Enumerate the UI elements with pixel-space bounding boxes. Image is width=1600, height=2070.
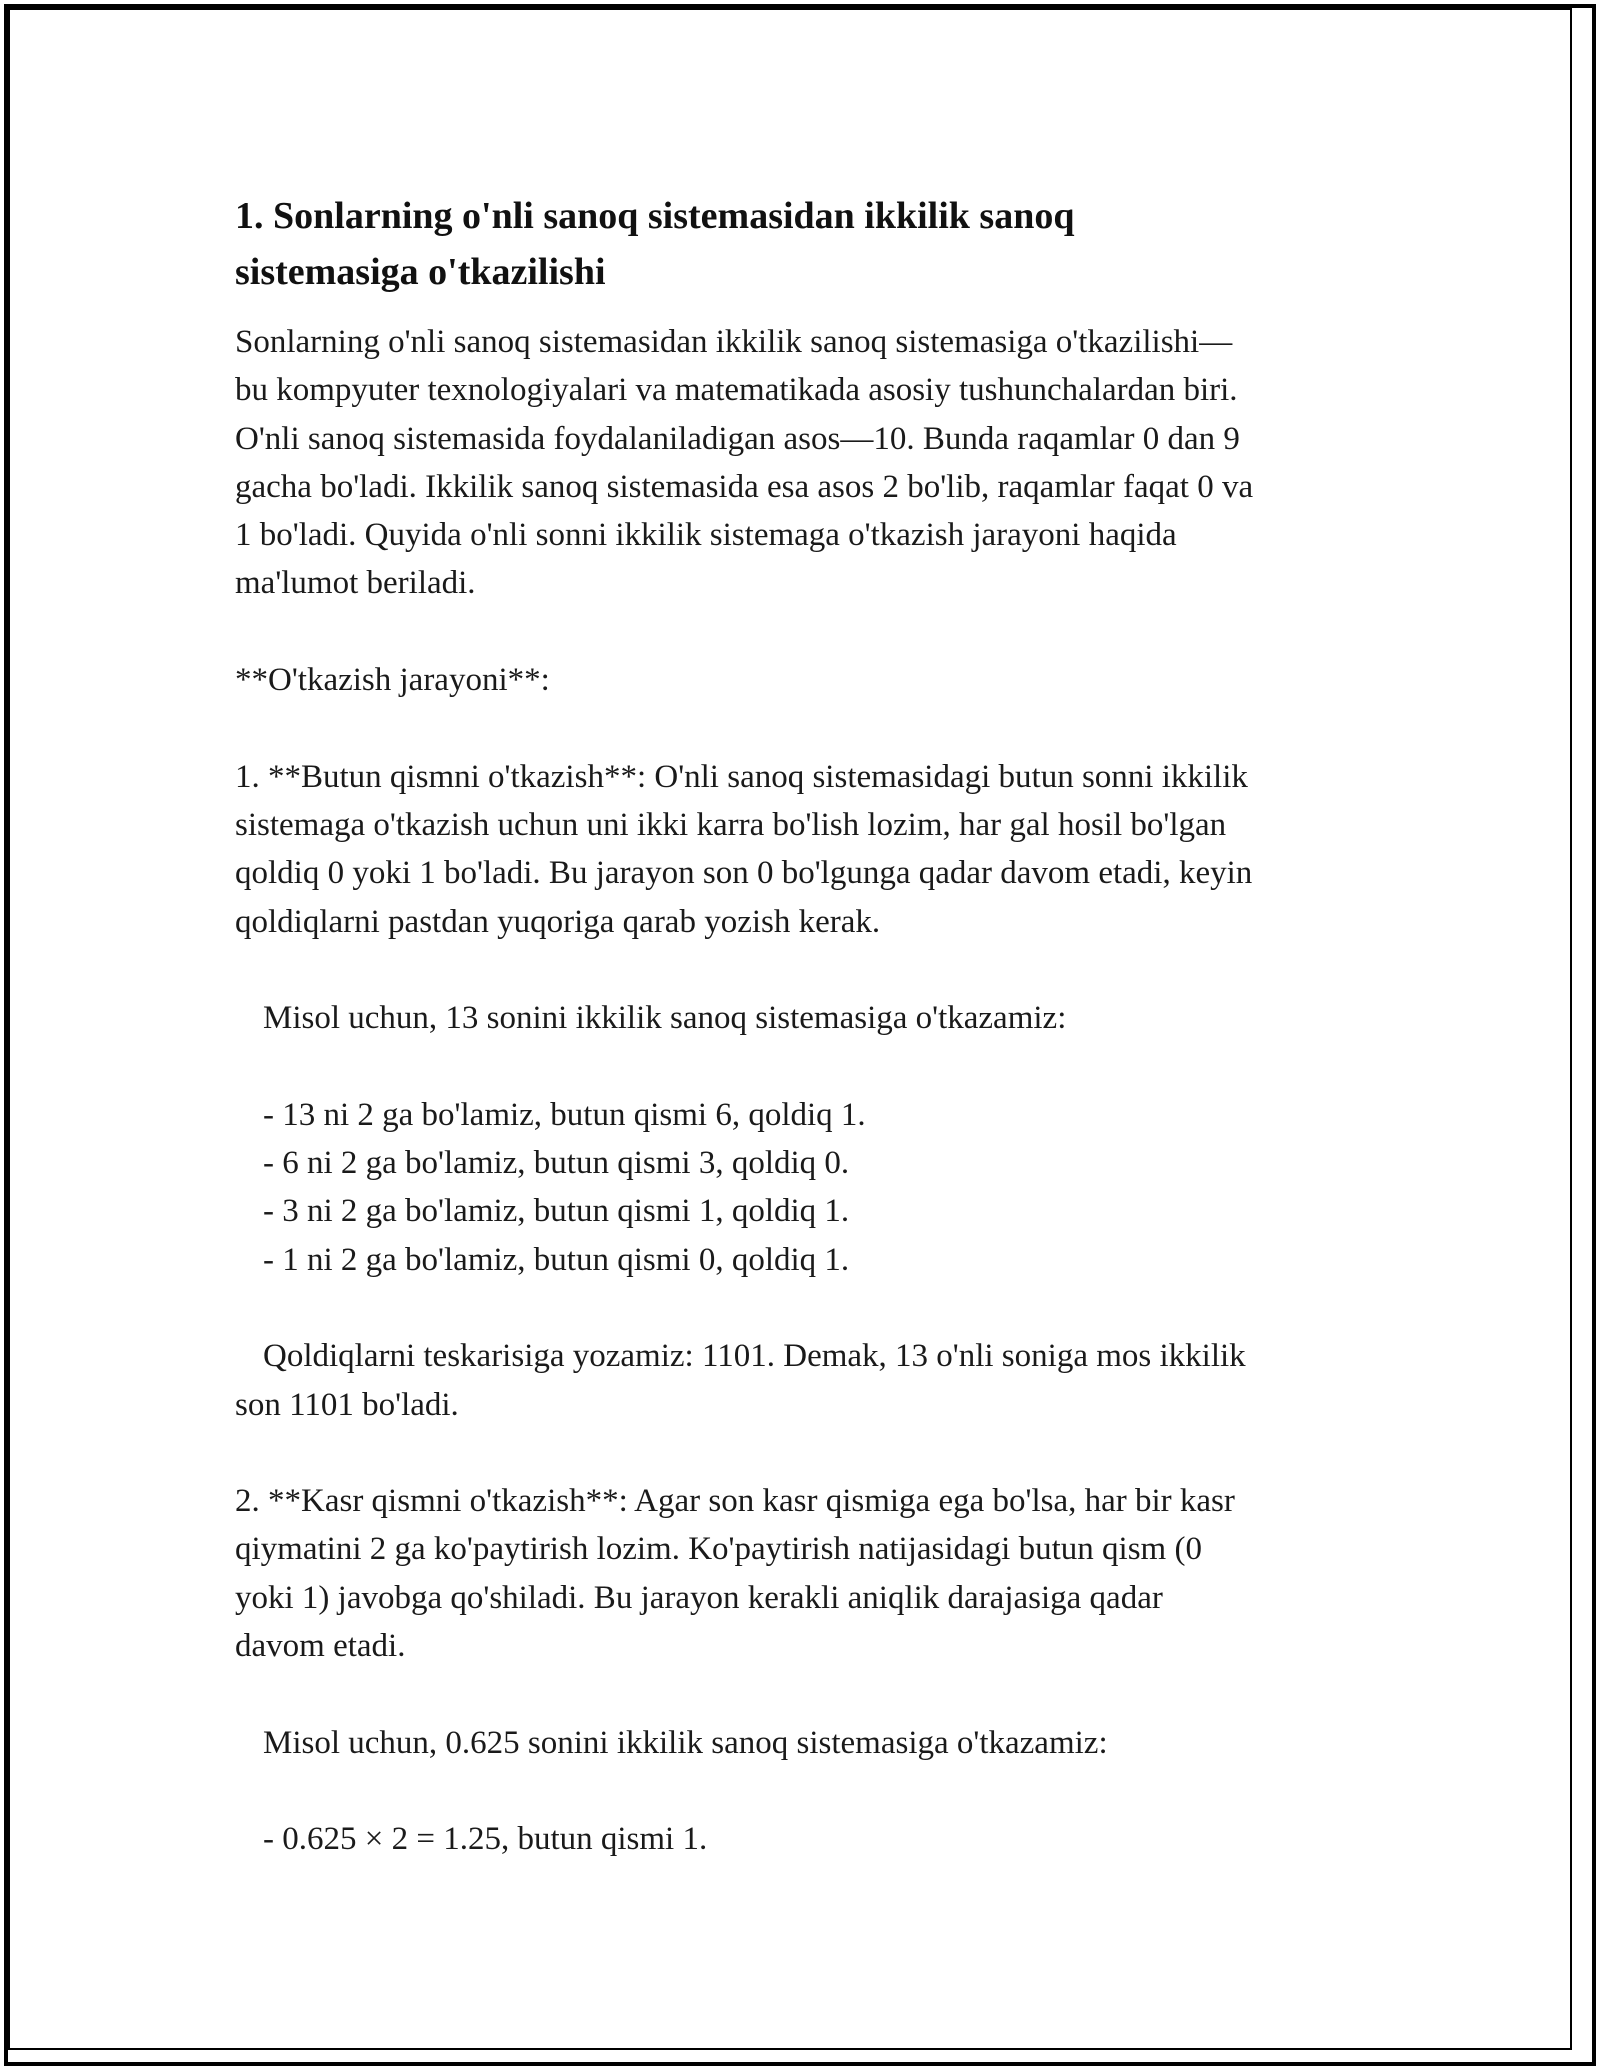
text-line: gacha bo'ladi. Ikkilik sanoq sistemasida esa asos 2 bo'lib, raqamlar faqat 0 va: [235, 468, 1254, 505]
title-line: sistemasiga o'tkazilishi: [235, 251, 606, 293]
step2-paragraph: [235, 1477, 1385, 1670]
step2-list: [235, 1815, 1385, 1863]
step2-example: Misol uchun, 0.625 sonini ikkilik sanoq sistemasiga o'tkazamiz:: [263, 1724, 1108, 1761]
text-line: ma'lumot beriladi.: [235, 565, 476, 602]
document-body: [235, 188, 1385, 1864]
text-line: Qoldiqlarni teskarisiga yozamiz: 1101. Demak, 13 o'nli soniga mos ikkilik: [263, 1338, 1246, 1375]
text-line: son 1101 bo'ladi.: [235, 1386, 459, 1423]
text-line: Sonlarning o'nli sanoq sistemasidan ikkilik sanoq sistemasiga o'tkazilishi—: [235, 324, 1233, 360]
text-line: bu kompyuter texnologiyalari va matematikada asosiy tushunchalardan biri.: [235, 372, 1238, 409]
text-line: 1. **Butun qismni o'tkazish**: O'nli sanoq sistemasidagi butun sonni ikkilik: [235, 758, 1248, 795]
list-item: - 0.625 × 2 = 1.25, butun qismi 1.: [263, 1821, 708, 1858]
step1-paragraph: [235, 753, 1385, 946]
step1-example: Misol uchun, 13 sonini ikkilik sanoq sistemasiga o'tkazamiz:: [263, 1000, 1067, 1037]
list-item: - 13 ni 2 ga bo'lamiz, butun qismi 6, qoldiq 1.: [263, 1096, 866, 1133]
document-title: [235, 188, 1385, 300]
text-line: sistemaga o'tkazish uchun uni ikki karra bo'lish lozim, har gal hosil bo'lgan: [235, 806, 1227, 843]
text-line: qiymatini 2 ga ko'paytirish lozim. Ko'paytirish natijasidagi butun qism (0: [235, 1531, 1202, 1568]
title-line: 1. Sonlarning o'nli sanoq sistemasidan ikkilik sanoq: [235, 195, 1075, 237]
process-heading: **O'tkazish jarayoni**:: [235, 662, 550, 699]
list-item: - 6 ni 2 ga bo'lamiz, butun qismi 3, qoldiq 0.: [263, 1145, 850, 1182]
step1-result: [235, 1332, 1385, 1429]
text-line: O'nli sanoq sistemasida foydalaniladigan asos—10. Bunda raqamlar 0 dan 9: [235, 420, 1240, 457]
text-line: davom etadi.: [235, 1628, 406, 1665]
text-line: qoldiq 0 yoki 1 bo'ladi. Bu jarayon son 0 bo'lgunga qadar davom etadi, keyin: [235, 855, 1253, 892]
text-line: 1 bo'ladi. Quyida o'nli sonni ikkilik sistemaga o'tkazish jarayoni haqida: [235, 517, 1177, 554]
step1-list: [235, 1091, 1385, 1284]
list-item: - 3 ni 2 ga bo'lamiz, butun qismi 1, qoldiq 1.: [263, 1193, 850, 1230]
list-item: - 1 ni 2 ga bo'lamiz, butun qismi 0, qoldiq 1.: [263, 1241, 850, 1278]
intro-paragraph: [235, 318, 1385, 608]
text-line: yoki 1) javobga qo'shiladi. Bu jarayon kerakli aniqlik darajasiga qadar: [235, 1579, 1163, 1616]
text-line: qoldiqlarni pastdan yuqoriga qarab yozish kerak.: [235, 903, 881, 940]
text-line: 2. **Kasr qismni o'tkazish**: Agar son kasr qismiga ega bo'lsa, har bir kasr: [235, 1483, 1235, 1520]
